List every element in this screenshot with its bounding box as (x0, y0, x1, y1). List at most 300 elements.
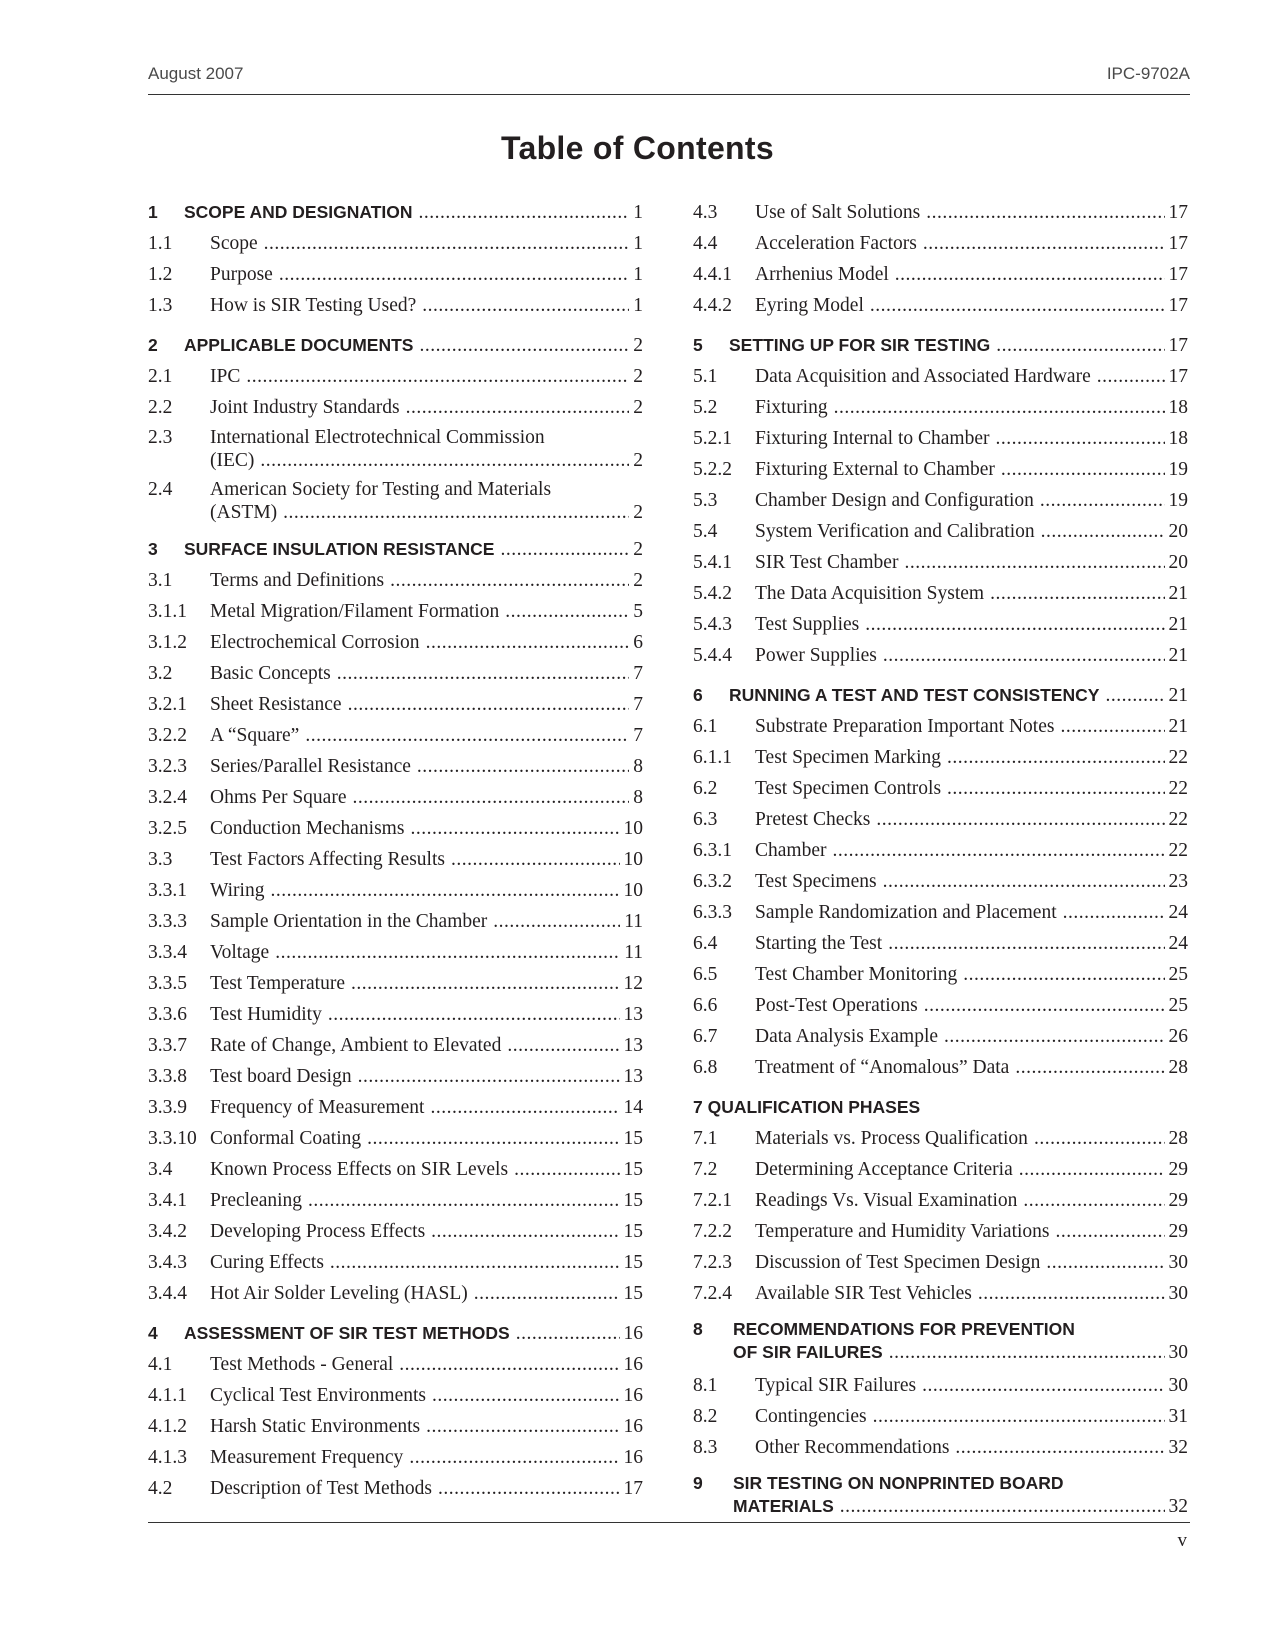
toc-leader-dots (505, 596, 629, 627)
toc-entry[interactable] (148, 596, 643, 627)
toc-title-continued: MATERIALS (733, 1496, 834, 1516)
toc-entry[interactable] (148, 999, 643, 1030)
toc-entry[interactable] (693, 578, 1188, 609)
toc-entry[interactable] (693, 454, 1188, 485)
toc-number: 6.3.2 (693, 871, 732, 892)
toc-page-number: 1 (633, 264, 643, 285)
toc-section-heading-line2[interactable] (693, 1340, 1188, 1364)
toc-title-continued: OF SIR FAILURES (733, 1342, 883, 1362)
toc-page-number: 25 (1168, 964, 1188, 985)
toc-entry[interactable] (693, 959, 1188, 990)
toc-page-number: 22 (1168, 840, 1188, 861)
toc-leader-dots (500, 534, 629, 565)
toc-entry[interactable] (148, 1154, 643, 1185)
toc-leader-dots (947, 742, 1164, 773)
toc-number: 7.2 (693, 1159, 718, 1180)
toc-page-number: 8 (633, 787, 643, 808)
toc-number: 5.2.1 (693, 428, 732, 449)
toc-entry[interactable] (693, 742, 1188, 773)
toc-title: Joint Industry Standards (210, 397, 400, 418)
toc-page-number: 32 (1168, 1437, 1188, 1458)
toc-leader-dots (422, 290, 629, 321)
toc-page-number: 10 (623, 818, 643, 839)
footer-page-number: v (1177, 1530, 1187, 1551)
toc-page-number: 7 (633, 663, 643, 684)
toc-title: Temperature and Humidity Variations (755, 1221, 1050, 1242)
toc-entry[interactable] (693, 1432, 1188, 1463)
toc-title: Description of Test Methods (210, 1478, 432, 1499)
toc-leader-dots (832, 835, 1164, 866)
toc-title: Hot Air Solder Leveling (HASL) (210, 1283, 468, 1304)
toc-leader-dots (474, 1278, 620, 1309)
toc-leader-dots (451, 844, 620, 875)
toc-section-heading[interactable] (148, 1318, 643, 1349)
toc-entry[interactable] (148, 875, 643, 906)
toc-number: 8.2 (693, 1406, 718, 1427)
toc-leader-dots (409, 1442, 619, 1473)
toc-title: Other Recommendations (755, 1437, 950, 1458)
toc-leader-dots (438, 1473, 620, 1504)
toc-number: 3.2.4 (148, 787, 187, 808)
toc-leader-dots (426, 627, 630, 658)
toc-section-heading-line2[interactable] (693, 1494, 1188, 1518)
toc-number: 6.8 (693, 1057, 718, 1078)
toc-entry[interactable] (148, 1061, 643, 1092)
toc-title: Sample Orientation in the Chamber (210, 911, 488, 932)
toc-number: 7.2.3 (693, 1252, 732, 1273)
toc-title: Test Humidity (210, 1004, 322, 1025)
toc-page-number: 23 (1168, 871, 1188, 892)
toc-title: Conformal Coating (210, 1128, 362, 1149)
header-date: August 2007 (148, 64, 244, 83)
toc-number: 4.3 (693, 202, 718, 223)
toc-number: 3.4.4 (148, 1283, 187, 1304)
toc-number: 8.3 (693, 1437, 718, 1458)
toc-page-number: 11 (624, 911, 643, 932)
toc-entry[interactable] (148, 1442, 643, 1473)
page-header (148, 64, 1190, 95)
toc-entry[interactable] (148, 259, 643, 290)
toc-entry[interactable] (148, 1123, 643, 1154)
toc-entry-line1[interactable] (148, 479, 643, 501)
toc-leader-dots (996, 423, 1165, 454)
toc-section-heading[interactable] (148, 197, 643, 228)
toc-section-heading-line1[interactable] (693, 1318, 1188, 1340)
toc-number: 3.2.1 (148, 694, 187, 715)
toc-title: Sheet Resistance (210, 694, 342, 715)
toc-page-number: 30 (1168, 1342, 1188, 1363)
toc-number: 5 (693, 335, 703, 355)
toc-leader-dots (870, 290, 1165, 321)
toc-leader-dots (270, 875, 619, 906)
toc-page-number: 12 (623, 973, 643, 994)
toc-entry[interactable] (148, 720, 643, 751)
toc-leader-dots (926, 197, 1164, 228)
toc-entry[interactable] (693, 228, 1188, 259)
toc-number: 3.3.3 (148, 911, 187, 932)
toc-leader-dots (865, 609, 1164, 640)
toc-page-number: 20 (1168, 521, 1188, 542)
toc-page-number: 25 (1168, 995, 1188, 1016)
toc-page-number: 19 (1168, 490, 1188, 511)
toc-entry[interactable] (693, 1278, 1188, 1309)
toc-page-number: 29 (1168, 1159, 1188, 1180)
toc-number: 5.4.2 (693, 583, 732, 604)
toc-leader-dots (955, 1432, 1164, 1463)
toc-entry[interactable] (148, 751, 643, 782)
toc-number: 1.3 (148, 295, 173, 316)
toc-page-number: 2 (633, 397, 643, 418)
toc-page-number: 17 (1168, 202, 1188, 223)
toc-entry[interactable] (693, 485, 1188, 516)
toc-entry[interactable] (148, 689, 643, 720)
toc-section-heading[interactable] (148, 534, 643, 565)
toc-title: Treatment of “Anomalous” Data (755, 1057, 1010, 1078)
toc-entry[interactable] (693, 1216, 1188, 1247)
toc-title: Test Temperature (210, 973, 345, 994)
toc-number: 6 (693, 685, 703, 705)
toc-title: SCOPE AND DESIGNATION (184, 202, 413, 222)
toc-page-number: 28 (1168, 1128, 1188, 1149)
toc-title: Data Analysis Example (755, 1026, 939, 1047)
toc-page-number: 29 (1168, 1190, 1188, 1211)
toc-title: American Society for Testing and Materials (210, 479, 552, 500)
toc-title: Fixturing (755, 397, 828, 418)
toc-title: Precleaning (210, 1190, 303, 1211)
toc-page-number: 32 (1168, 1496, 1188, 1517)
toc-leader-dots (246, 361, 629, 392)
toc-number: 8 (693, 1319, 703, 1339)
toc-leader-dots (430, 1092, 619, 1123)
toc-leader-dots (923, 228, 1165, 259)
toc-title: Basic Concepts (210, 663, 331, 684)
toc-entry[interactable] (148, 565, 643, 596)
page-title: Table of Contents (501, 130, 774, 166)
toc-entry[interactable] (148, 1185, 643, 1216)
toc-entry[interactable] (148, 627, 643, 658)
toc-page-number: 21 (1168, 685, 1188, 706)
toc-section-heading[interactable] (693, 680, 1188, 711)
toc-title: 7 QUALIFICATION PHASES (693, 1097, 921, 1117)
toc-page-number: 15 (623, 1283, 643, 1304)
toc-number: 5.4.3 (693, 614, 732, 635)
toc-title: Series/Parallel Resistance (210, 756, 411, 777)
toc-number: 1.2 (148, 264, 173, 285)
toc-entry[interactable] (693, 835, 1188, 866)
toc-leader-dots (419, 197, 630, 228)
toc-leader-dots (963, 959, 1164, 990)
toc-page-number: 2 (633, 335, 643, 356)
toc-leader-dots (1040, 485, 1165, 516)
toc-entry[interactable] (148, 1349, 643, 1380)
toc-leader-dots (895, 259, 1165, 290)
toc-page-number: 7 (633, 694, 643, 715)
toc-title: Test Specimen Controls (755, 778, 942, 799)
toc-entry[interactable] (693, 609, 1188, 640)
toc-entry-line2[interactable] (148, 501, 643, 525)
toc-page-number: 17 (1168, 295, 1188, 316)
toc-entry[interactable] (693, 1021, 1188, 1052)
toc-entry[interactable] (148, 782, 643, 813)
toc-number: 3.3.4 (148, 942, 187, 963)
toc-entry[interactable] (693, 392, 1188, 423)
toc-number: 5.3 (693, 490, 718, 511)
toc-title: ASSESSMENT OF SIR TEST METHODS (184, 1323, 510, 1343)
toc-page-number: 15 (623, 1159, 643, 1180)
toc-entry[interactable] (148, 1380, 643, 1411)
toc-title: Pretest Checks (755, 809, 871, 830)
toc-number: 3.3.8 (148, 1066, 187, 1087)
toc-leader-dots (330, 1247, 620, 1278)
toc-leader-dots (1041, 516, 1165, 547)
toc-number: 3.3 (148, 849, 173, 870)
toc-entry[interactable] (693, 1401, 1188, 1432)
toc-entry[interactable] (693, 1154, 1188, 1185)
toc-number: 2.1 (148, 366, 173, 387)
toc-leader-dots (947, 773, 1164, 804)
toc-entry[interactable] (693, 361, 1188, 392)
toc-title: SETTING UP FOR SIR TESTING (729, 335, 991, 355)
toc-title: Wiring (210, 880, 265, 901)
toc-number: 3 (148, 539, 158, 559)
toc-title: Data Acquisition and Associated Hardware (755, 366, 1091, 387)
toc-title: Conduction Mechanisms (210, 818, 405, 839)
toc-entry[interactable] (693, 1185, 1188, 1216)
toc-entry[interactable] (148, 937, 643, 968)
toc-title: The Data Acquisition System (755, 583, 985, 604)
toc-leader-dots (367, 1123, 619, 1154)
toc-title: Substrate Preparation Important Notes (755, 716, 1055, 737)
toc-title: Eyring Model (755, 295, 864, 316)
toc-section-heading-line1[interactable] (693, 1472, 1188, 1494)
toc-number: 5.4.1 (693, 552, 732, 573)
toc-leader-dots (417, 751, 629, 782)
toc-page-number: 2 (633, 450, 643, 471)
toc-leader-dots (922, 1370, 1164, 1401)
toc-entry[interactable] (693, 804, 1188, 835)
toc-title: Arrhenius Model (755, 264, 889, 285)
toc-leader-dots (514, 1154, 619, 1185)
toc-entry[interactable] (693, 897, 1188, 928)
toc-page-number: 2 (633, 502, 643, 523)
toc-title: SIR TESTING ON NONPRINTED BOARD (733, 1473, 1064, 1493)
toc-entry[interactable] (693, 197, 1188, 228)
toc-title: Power Supplies (755, 645, 877, 666)
toc-entry[interactable] (693, 259, 1188, 290)
toc-left-column (148, 197, 643, 1504)
toc-page-number: 10 (623, 849, 643, 870)
toc-page-number: 30 (1168, 1283, 1188, 1304)
toc-section-heading[interactable] (148, 330, 643, 361)
toc-entry-line2[interactable] (148, 449, 643, 473)
toc-entry[interactable] (693, 640, 1188, 671)
toc-number: 5.2 (693, 397, 718, 418)
toc-page-number: 29 (1168, 1221, 1188, 1242)
toc-number: 5.1 (693, 366, 718, 387)
toc-section-heading[interactable] (693, 330, 1188, 361)
toc-page-number: 13 (623, 1035, 643, 1056)
toc-number: 4.4.2 (693, 295, 732, 316)
toc-title: Fixturing Internal to Chamber (755, 428, 990, 449)
toc-number: 3.3.1 (148, 880, 187, 901)
toc-leader-dots (978, 1278, 1165, 1309)
toc-number: 7.2.2 (693, 1221, 732, 1242)
toc-page-number: 13 (623, 1066, 643, 1087)
toc-leader-dots (834, 392, 1165, 423)
toc-leader-dots (1001, 454, 1165, 485)
toc-title: Developing Process Effects (210, 1221, 426, 1242)
toc-leader-dots (328, 999, 620, 1030)
toc-page-number: 17 (1168, 264, 1188, 285)
toc-number: 4.1.1 (148, 1385, 187, 1406)
toc-entry[interactable] (148, 1216, 643, 1247)
toc-leader-dots (305, 720, 629, 751)
toc-number: 4.1.2 (148, 1416, 187, 1437)
toc-title: Post-Test Operations (755, 995, 918, 1016)
toc-title: Determining Acceptance Criteria (755, 1159, 1013, 1180)
toc-entry[interactable] (148, 1247, 643, 1278)
toc-number: 4.4 (693, 233, 718, 254)
toc-leader-dots (283, 501, 629, 525)
toc-title: Frequency of Measurement (210, 1097, 425, 1118)
toc-page-number: 26 (1168, 1026, 1188, 1047)
toc-page-number: 22 (1168, 747, 1188, 768)
toc-page-number: 11 (624, 942, 643, 963)
toc-entry[interactable] (148, 813, 643, 844)
toc-title: Test Methods - General (210, 1354, 394, 1375)
toc-number: 2.2 (148, 397, 173, 418)
toc-page-number: 30 (1168, 1375, 1188, 1396)
toc-number: 3.4.3 (148, 1252, 187, 1273)
toc-page-number: 2 (633, 539, 643, 560)
toc-title: Curing Effects (210, 1252, 324, 1273)
toc-entry[interactable] (148, 1411, 643, 1442)
toc-leader-dots (873, 1401, 1165, 1432)
toc-page-number: 17 (1168, 366, 1188, 387)
toc-number: 7.2.4 (693, 1283, 732, 1304)
toc-entry[interactable] (148, 392, 643, 423)
toc-leader-dots (1063, 897, 1165, 928)
toc-page-number: 8 (633, 756, 643, 777)
toc-leader-dots (348, 689, 630, 720)
toc-entry[interactable] (148, 906, 643, 937)
toc-page-number: 21 (1168, 716, 1188, 737)
toc-leader-dots (1060, 711, 1164, 742)
toc-entry[interactable] (693, 423, 1188, 454)
toc-entry[interactable] (148, 844, 643, 875)
toc-number: 5.4 (693, 521, 718, 542)
toc-number: 3.2.2 (148, 725, 187, 746)
toc-number: 4.1 (148, 1354, 173, 1375)
toc-entry[interactable] (148, 1278, 643, 1309)
toc-title: Readings Vs. Visual Examination (755, 1190, 1018, 1211)
toc-leader-dots (431, 1216, 619, 1247)
toc-title: Purpose (210, 264, 273, 285)
toc-entry[interactable] (148, 228, 643, 259)
toc-page-number: 22 (1168, 809, 1188, 830)
toc-number: 3.2.5 (148, 818, 187, 839)
toc-number: 3.2 (148, 663, 173, 684)
toc-entry[interactable] (693, 290, 1188, 321)
toc-entry[interactable] (148, 1030, 643, 1061)
toc-title: Terms and Definitions (210, 570, 385, 591)
toc-title-continued: (IEC) (210, 450, 255, 471)
toc-number: 3.1.1 (148, 601, 187, 622)
toc-leader-dots (1105, 680, 1164, 711)
toc-page-number: 2 (633, 570, 643, 591)
toc-title: SURFACE INSULATION RESISTANCE (184, 539, 495, 559)
toc-page-number: 10 (623, 880, 643, 901)
toc-number: 2.3 (148, 427, 173, 448)
toc-number: 6.7 (693, 1026, 718, 1047)
toc-leader-dots (351, 968, 620, 999)
toc-entry[interactable] (148, 658, 643, 689)
toc-page-number: 16 (623, 1416, 643, 1437)
toc-title: Test Chamber Monitoring (755, 964, 958, 985)
toc-page-number: 16 (623, 1323, 643, 1344)
toc-leader-dots (883, 866, 1165, 897)
toc-leader-dots (516, 1318, 620, 1349)
toc-entry[interactable] (148, 361, 643, 392)
toc-page-number: 15 (623, 1128, 643, 1149)
toc-entry[interactable] (693, 711, 1188, 742)
toc-title: Chamber (755, 840, 827, 861)
toc-leader-dots (883, 640, 1165, 671)
toc-entry[interactable] (693, 516, 1188, 547)
toc-right-column (693, 197, 1188, 1524)
toc-leader-dots (944, 1021, 1164, 1052)
toc-title: Test Supplies (755, 614, 860, 635)
toc-title: Chamber Design and Configuration (755, 490, 1034, 511)
toc-page-number: 17 (623, 1478, 643, 1499)
toc-title: APPLICABLE DOCUMENTS (184, 335, 414, 355)
toc-entry[interactable] (693, 1370, 1188, 1401)
toc-entry[interactable] (693, 1123, 1188, 1154)
toc-title: RECOMMENDATIONS FOR PREVENTION (733, 1319, 1075, 1339)
toc-title: Known Process Effects on SIR Levels (210, 1159, 509, 1180)
toc-leader-dots (1034, 1123, 1165, 1154)
toc-page-number: 5 (633, 601, 643, 622)
toc-entry[interactable] (148, 968, 643, 999)
toc-leader-dots (352, 782, 629, 813)
toc-entry[interactable] (148, 290, 643, 321)
toc-entry[interactable] (693, 1247, 1188, 1278)
toc-title: SIR Test Chamber (755, 552, 899, 573)
toc-entry[interactable] (148, 1473, 643, 1504)
toc-title: RUNNING A TEST AND TEST CONSISTENCY (729, 685, 1100, 705)
toc-entry[interactable] (148, 1092, 643, 1123)
toc-entry[interactable] (693, 1052, 1188, 1083)
toc-leader-dots (924, 990, 1165, 1021)
toc-number: 1.1 (148, 233, 173, 254)
toc-entry[interactable] (693, 547, 1188, 578)
toc-title: Materials vs. Process Qualification (755, 1128, 1028, 1149)
toc-entry[interactable] (693, 773, 1188, 804)
toc-entry[interactable] (693, 990, 1188, 1021)
toc-page-number: 15 (623, 1190, 643, 1211)
toc-leader-dots (390, 565, 629, 596)
toc-title: How is SIR Testing Used? (210, 295, 417, 316)
toc-leader-dots (337, 658, 629, 689)
toc-leader-dots (399, 1349, 619, 1380)
toc-entry-line1[interactable] (148, 427, 643, 449)
toc-number: 3.3.7 (148, 1035, 187, 1056)
toc-title: Measurement Frequency (210, 1447, 404, 1468)
toc-entry[interactable] (693, 928, 1188, 959)
toc-number: 2.4 (148, 479, 173, 500)
toc-leader-dots (990, 578, 1164, 609)
toc-entry[interactable] (693, 866, 1188, 897)
